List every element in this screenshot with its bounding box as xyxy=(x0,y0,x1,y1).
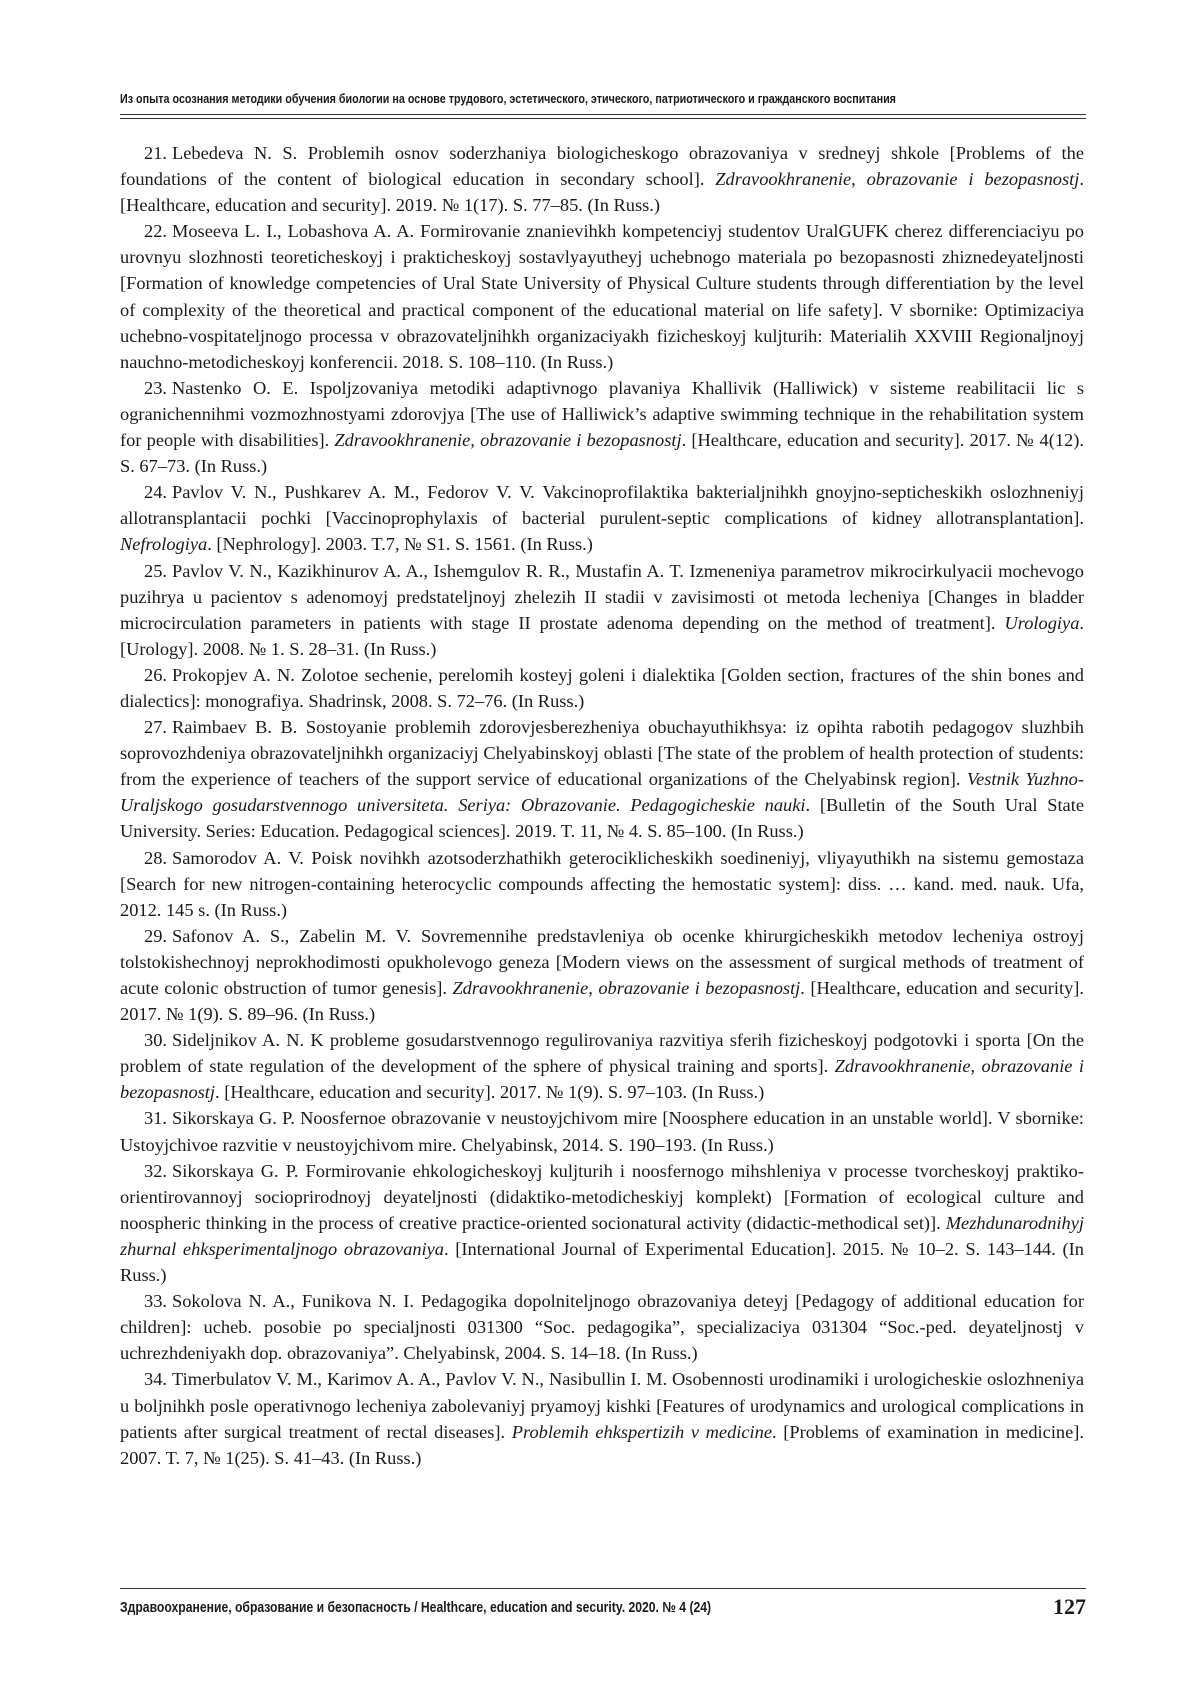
reference-text: Nastenko O. E. Ispoljzovaniya metodiki adaptivnogo plavaniya Khallivik (Halliwick) v sisteme reabilitacii lic s ogranichennihmi vozmozhnostyami zdorovjya [The use of Halliwick’s adaptive swimming technique in the rehabilitation system for people with disabilities]. xyxy=(120,377,1084,451)
reference-number: 26. xyxy=(144,664,167,685)
reference-journal: Zdravookhranenie, obrazovanie i bezopasnostj xyxy=(334,430,682,451)
reference-number: 28. xyxy=(144,847,167,868)
reference-number: 29. xyxy=(144,925,167,946)
reference-item xyxy=(120,375,1084,479)
reference-number: 30. xyxy=(144,1030,167,1051)
reference-details: . [International Journal of Experimental Education]. 2015. № 10–2. S. 143–144. (In Russ.) xyxy=(120,1238,1084,1286)
reference-journal: Mezhdunarodnihyj zhurnal ehksperimentaljnogo obrazovaniya xyxy=(120,1212,1084,1259)
reference-number: 27. xyxy=(144,717,167,738)
reference-number: 33. xyxy=(144,1291,167,1312)
reference-item xyxy=(120,1366,1084,1470)
reference-text: Pavlov V. N., Kazikhinurov A. A., Ishemgulov R. R., Mustafin A. T. Izmeneniya parametrov mikrocirkulyacii mochevogo puzihrya u pacientov s adenomoyj predstateljnoyj zhelezih II stadii v zavisimosti ot metoda lecheniya [Changes in bladder microcirculation parameters in patients with stage II prostate adenoma depending on the method of treatment]. xyxy=(120,560,1084,633)
reference-details: . [Problems of examination in medicine]. 2007. T. 7, № 1(25). S. 41–43. (In Russ.) xyxy=(120,1421,1085,1468)
reference-journal: Urologiya xyxy=(1004,612,1080,633)
reference-item xyxy=(120,662,1084,714)
reference-text: Moseeva L. I., Lobashova A. A. Formirovanie znanievihkh kompetenciyj studentov UralGUFK cherez differenciaciyu po urovnyu slozhnosti teoreticheskoyj i prakticheskoyj sostavlyayutheyj uchebnogo materiala po bezopasnosti zhiznedeyateljnosti [Formation of knowledge competencies of Ural State University of Physical Culture students through differentiation by the level of complexity of the theoretical and practical component of the educational material on life safety]. V sbornike: Optimizaciya uchebno-vospitateljnogo processa v obrazovateljnihkh organizaciyakh fizicheskoyj kuljturih: Materialih XXVIII Regionaljnoyj nauchno-metodicheskoyj konferencii. 2018. S. 108–110. (In Russ.) xyxy=(120,221,1084,372)
reference-text: Sikorskaya G. P. Formirovanie ehkologicheskoyj kuljturih i noosfernogo mihshleniya v processe tvorcheskoyj praktiko-orientirovannoyj socioprirodnoyj deyateljnosti (didaktiko-metodicheskiyj komplekt) [Formation of ecological culture and noospheric thinking in the process of creative practice-oriented socionatural activity (didactic-methodical set)]. xyxy=(120,1160,1084,1233)
reference-journal: Vestnik Yuzhno-Uraljskogo gosudarstvennogo universiteta. Seriya: Obrazovanie. Pedagogicheskie nauki xyxy=(120,769,1084,816)
reference-text: Pavlov V. N., Pushkarev A. M., Fedorov V. V. Vakcinoprofilaktika bakterialjnihkh gnoyjno-septicheskikh oslozhneniyj allotransplantacii pochki [Vaccinoprophylaxis of bacterial purulent-septic complications of kidney allotransplantation]. xyxy=(120,482,1084,529)
header-rule-top xyxy=(120,114,1086,115)
reference-details: . [Healthcare, education and security]. 2017. № 1(9). S. 97–103. (In Russ.) xyxy=(215,1082,765,1103)
reference-text: Raimbaev B. B. Sostoyanie problemih zdorovjesberezheniya obuchayuthikhsya: iz opihta rabotih pedagogov sluzhbih soprovozhdeniya obrazovateljnihkh organizaciyj Chelyabinskoyj oblasti [The state of the problem of health protection of students: from the experience of teachers of the support service of educational organizations of the Chelyabinsk region]. xyxy=(120,717,1084,790)
running-title: Из опыта осознания методики обучения биологии на основе трудового, эстетического, этического, патриотического и гражданского воспитания xyxy=(120,92,896,106)
reference-item xyxy=(120,558,1084,662)
reference-text: Lebedeva N. S. Problemih osnov soderzhaniya biologicheskogo obrazovaniya v sredneyj shkole [Problems of the foundations of the content of biological education in secondary school]. xyxy=(120,143,1084,190)
reference-details: . [Bulletin of the South Ural State University. Series: Education. Pedagogical sciences]. 2019. T. 11, № 4. S. 85–100. (In Russ.) xyxy=(120,795,1084,842)
reference-journal: Zdravookhranenie, obrazovanie i bezopasnostj xyxy=(452,978,801,998)
reference-number: 21. xyxy=(144,143,167,163)
reference-journal: Nefrologiya xyxy=(120,534,208,555)
reference-details: . [Healthcare, education and security]. 2017. № 1(9). S. 89–96. (In Russ.) xyxy=(120,978,1084,1025)
reference-text: Samorodov A. V. Poisk novihkh azotsoderzhathikh geterociklicheskikh soedineniyj, vliyayuthikh na sistemu gemostaza [Search for new nitrogen-containing heterocyclic compounds affecting the hemostatic system]: diss. … kand. med. nauk. Ufa, 2012. 145 s. (In Russ.) xyxy=(120,847,1084,920)
reference-list xyxy=(120,140,1084,1471)
reference-text: Sideljnikov A. N. K probleme gosudarstvennogo regulirovaniya razvitiya sferih fizicheskoyj podgotovki i sporta [On the problem of state regulation of the development of the sphere of physical training and sports]. xyxy=(120,1030,1084,1077)
reference-number: 25. xyxy=(144,560,167,581)
reference-item xyxy=(120,1288,1084,1366)
footer-rule xyxy=(120,1588,1086,1589)
reference-number: 22. xyxy=(144,221,167,242)
reference-number: 23. xyxy=(144,377,167,398)
reference-number: 31. xyxy=(144,1108,167,1129)
reference-journal: Zdravookhranenie, obrazovanie i bezopasnostj xyxy=(715,169,1080,190)
reference-text: Prokopjev A. N. Zolotoe sechenie, perelomih kosteyj goleni i dialektika [Golden section, fractures of the shin bones and dialectics]: monografiya. Shadrinsk, 2008. S. 72–76. (In Russ.) xyxy=(120,664,1084,711)
reference-details: . [Healthcare, education and security]. 2017. № 4(12). S. 67–73. (In Russ.) xyxy=(120,430,1084,477)
reference-text: Sikorskaya G. P. Noosfernoe obrazovanie v neustoyjchivom mire [Noosphere education in an unstable world]. V sbornike: Ustoyjchivoe razvitie v neustoyjchivom mire. Chelyabinsk, 2014. S. 190–193. (In Russ.) xyxy=(120,1108,1084,1155)
reference-number: 34. xyxy=(144,1369,167,1390)
reference-journal: Zdravookhranenie, obrazovanie i bezopasnostj xyxy=(120,1056,1084,1103)
reference-item xyxy=(120,1158,1084,1288)
reference-text: Sokolova N. A., Funikova N. I. Pedagogika dopolniteljnogo obrazovaniya deteyj [Pedagogy of additional education for children]: ucheb. posobie po specialjnosti 031300 “Soc. pedagogika”, specializaciya 031304 “Soc.-ped. deyateljnostj v uchrezhdeniyakh dop. obrazovaniya”. Chelyabinsk, 2004. S. 14–18. (In Russ.) xyxy=(120,1291,1084,1364)
reference-details: . [Urology]. 2008. № 1. S. 28–31. (In Russ.) xyxy=(120,612,1084,659)
reference-details: . [Healthcare, education and security]. 2019. № 1(17). S. 77–85. (In Russ.) xyxy=(120,169,1084,216)
reference-details: . [Nephrology]. 2003. T.7, № S1. S. 1561. (In Russ.) xyxy=(207,534,593,555)
reference-item xyxy=(120,140,1084,218)
reference-item xyxy=(120,845,1084,923)
reference-text: Safonov A. S., Zabelin M. V. Sovremennihe predstavleniya ob ocenke khirurgicheskikh metodov lecheniya ostroyj tolstokishechnoyj neprokhodimosti opukholevogo geneza [Modern views on the assessment of surgical methods of treatment of acute colonic obstruction of tumor genesis]. xyxy=(120,925,1084,998)
footer-journal-line: Здравоохранение, образование и безопасность / Healthcare, education and security. 2020. № 4 (24) xyxy=(120,1600,712,1616)
reference-item xyxy=(120,923,1084,1027)
reference-item xyxy=(120,479,1084,557)
reference-item xyxy=(120,1105,1084,1157)
reference-number: 32. xyxy=(144,1160,167,1181)
reference-item xyxy=(120,1027,1084,1105)
reference-item xyxy=(120,218,1084,375)
reference-journal: Problemih ehkspertizih v medicine xyxy=(511,1421,773,1442)
reference-number: 24. xyxy=(144,482,167,503)
reference-text: Timerbulatov V. M., Karimov A. A., Pavlov V. N., Nasibullin I. M. Osobennosti urodinamiki i urologicheskie oslozhneniya u boljnihkh posle operativnogo lecheniya zabolevaniyj pryamoyj kishki [Features of urodynamics and urological complications in patients after surgical treatment of rectal diseases]. xyxy=(120,1369,1084,1442)
page-number: 127 xyxy=(1053,1594,1086,1619)
header-rule-bottom xyxy=(120,118,1086,119)
reference-item xyxy=(120,714,1084,844)
